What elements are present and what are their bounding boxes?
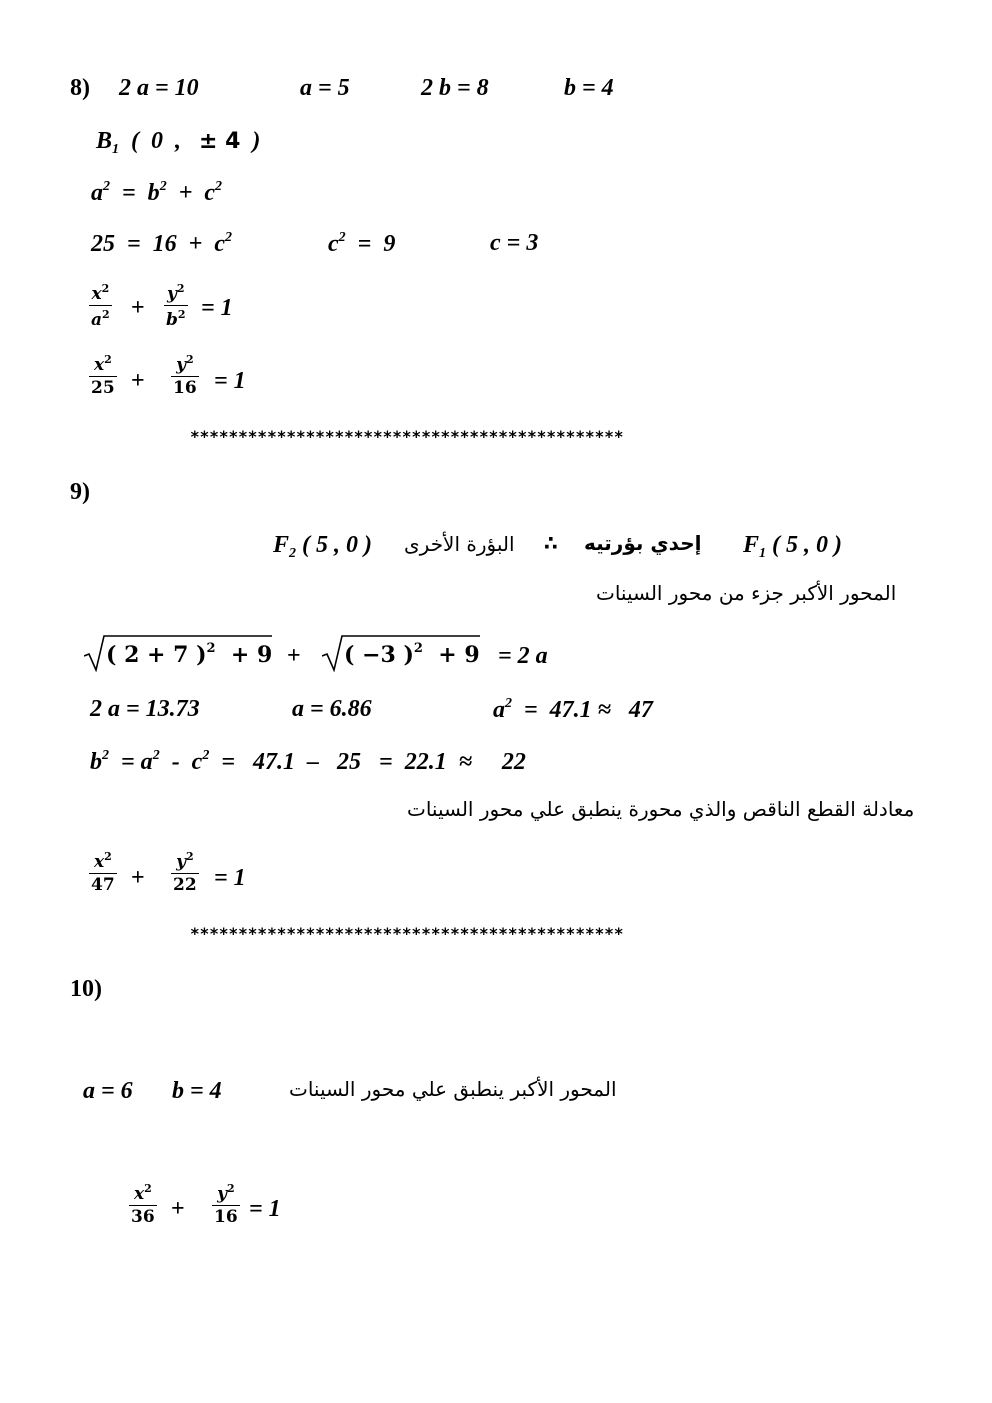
sq-exp: 2 [202, 748, 210, 763]
sq-exp: 2 [176, 282, 185, 295]
plus-sign: + [131, 865, 145, 891]
q8-vertex-b1 [96, 129, 260, 157]
sqrt2-tail: + 9 [422, 642, 480, 668]
q10-number: 10) [70, 976, 102, 1002]
a-term: = a [109, 749, 153, 775]
fraction-y2-16 [212, 1183, 240, 1226]
b1-open: ( 0 , [119, 128, 200, 154]
q8-substitution [91, 231, 232, 256]
q8-pythag-relation [91, 180, 222, 205]
b-sq-computation: = 47.1 – 25 = 22.1 ≈ 22 [209, 749, 526, 775]
q9-equation-text: معادلة القطع الناقص والذي محورة ينطبق علي محور السينات [407, 797, 915, 821]
sqrt1-base: ( 2 + 7 ) [106, 642, 207, 668]
subst-lhs: 25 = 16 + c [91, 231, 226, 257]
q9-f2-point [273, 533, 372, 561]
sq-exp: 2 [104, 850, 112, 863]
sqrt-expr-2 [344, 641, 480, 668]
q9-other-focus-text: البؤرة الأخرى [404, 532, 515, 556]
equals-one: = 1 [214, 865, 246, 891]
sqrt1-tail: + 9 [215, 642, 273, 668]
q8-number: 8) [70, 75, 90, 101]
sq-exp: 2 [226, 1182, 235, 1195]
denominator-47: 47 [91, 875, 115, 895]
plus-sign: + [287, 643, 301, 669]
sq-exp: 2 [206, 641, 216, 656]
q9-one-focus-text: إحدي بؤرتيه [584, 531, 702, 555]
fraction-y2-b2 [164, 283, 188, 329]
equals-2a: = 2 a [498, 643, 548, 669]
f1-coords: ( 5 , 0 ) [766, 532, 842, 558]
sq-exp: 2 [102, 308, 110, 321]
q8-c-value: c = 3 [490, 230, 539, 256]
b-symbol: B [96, 128, 113, 154]
sqrt-expr-1 [106, 641, 272, 668]
sq-exp: 2 [103, 179, 110, 194]
b1-close: ) [240, 128, 261, 154]
numerator-y: y [217, 1184, 227, 1204]
q8-eq-b: b = 4 [564, 75, 614, 101]
q9-f1-point [743, 533, 842, 561]
denominator-a: a [91, 310, 103, 330]
q8-eq-2b: 2 b = 8 [421, 75, 489, 101]
q9-number: 9) [70, 479, 90, 505]
sq-exp: 2 [104, 353, 112, 366]
fraction-y2-22 [171, 851, 199, 894]
q10-b-value: b = 4 [172, 1078, 222, 1104]
fraction-y2-16 [171, 354, 199, 397]
sq-exp: 2 [177, 308, 186, 321]
denominator-16: 16 [173, 378, 197, 398]
f-subscript: 1 [759, 546, 767, 561]
numerator-x: x [93, 355, 105, 375]
plus-sign: + [131, 368, 145, 394]
numerator-x: x [91, 284, 102, 304]
sq-exp: 2 [338, 230, 346, 245]
q9-a-value: a = 6.86 [292, 696, 372, 722]
f-symbol: F [743, 532, 760, 558]
denominator-25: 25 [91, 378, 115, 398]
numerator-y: y [176, 852, 186, 872]
denominator-b: b [166, 310, 178, 330]
fraction-x2-47 [89, 851, 117, 894]
q8-eq-2a: 2 a = 10 [119, 75, 199, 101]
sq-exp: 2 [185, 850, 194, 863]
fraction-x2-25 [89, 354, 117, 397]
sq-exp: 2 [159, 179, 167, 194]
f-symbol: F [273, 532, 290, 558]
sq-exp: 2 [215, 179, 223, 194]
equals-one: = 1 [249, 1196, 281, 1222]
q9-major-axis-text: المحور الأكبر جزء من محور السينات [596, 581, 897, 605]
sq-exp: 2 [102, 748, 109, 763]
b-term: = b [110, 180, 160, 206]
denominator-16: 16 [214, 1207, 238, 1227]
a-term: a [493, 697, 505, 723]
q9-2a-value: 2 a = 13.73 [90, 696, 200, 722]
numerator-x: x [93, 852, 105, 872]
equals-one: = 1 [214, 368, 246, 394]
c-term: + c [166, 180, 216, 206]
denominator-36: 36 [131, 1207, 155, 1227]
numerator-y: y [176, 355, 186, 375]
b-subscript: 1 [112, 142, 120, 157]
denominator-22: 22 [173, 875, 197, 895]
q9-a-squared [493, 697, 653, 722]
sq-exp: 2 [152, 748, 160, 763]
plus-minus-4: ± 4 [199, 129, 241, 154]
f-subscript: 2 [289, 546, 297, 561]
sq-exp: 2 [185, 353, 194, 366]
sq-exp: 2 [413, 641, 423, 656]
numerator-x: x [133, 1184, 145, 1204]
equals-one: = 1 [201, 295, 233, 321]
fraction-x2-a2 [89, 283, 112, 329]
therefore-symbol: ∴ [544, 531, 558, 555]
c-sq-value: = 9 [345, 231, 396, 257]
plus-sign: + [171, 1196, 185, 1222]
sq-exp: 2 [144, 1182, 152, 1195]
c-term: - c [159, 749, 203, 775]
f2-coords: ( 5 , 0 ) [296, 532, 372, 558]
numerator-y: y [167, 284, 177, 304]
sq-exp: 2 [225, 230, 233, 245]
sq-exp: 2 [505, 696, 512, 711]
b-term: b [90, 749, 102, 775]
q8-eq-a: a = 5 [300, 75, 350, 101]
plus-sign: + [131, 295, 145, 321]
sq-exp: 2 [101, 282, 110, 295]
a-sq-value: = 47.1 ≈ 47 [512, 697, 653, 723]
q8-c-squared [328, 231, 395, 256]
separator-stars: ********************************************* [190, 427, 624, 446]
q10-a-value: a = 6 [83, 1078, 133, 1104]
sqrt2-base: ( −3 ) [344, 642, 414, 668]
q9-b-squared [90, 749, 526, 774]
c-term: c [328, 231, 339, 257]
q10-major-axis-text: المحور الأكبر ينطبق علي محور السينات [289, 1077, 617, 1101]
separator-stars: ********************************************* [190, 924, 624, 943]
fraction-x2-36 [129, 1183, 157, 1226]
a-term: a [91, 180, 103, 206]
